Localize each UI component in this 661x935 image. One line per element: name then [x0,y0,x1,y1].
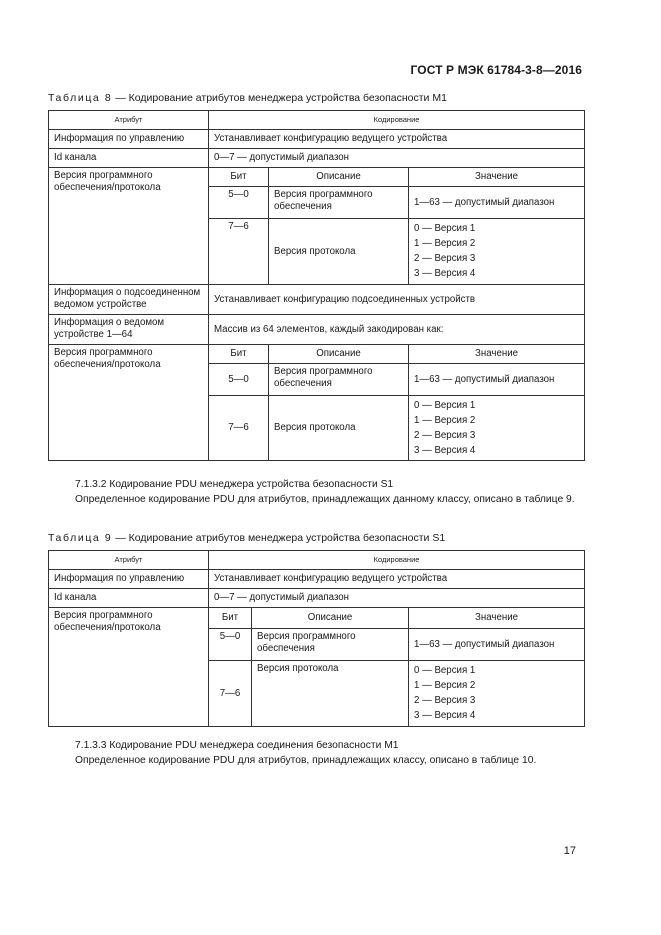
subheader-bit: Бит [209,168,269,187]
list-item: 1 — Версия 2 [414,680,476,691]
list-item: 3 — Версия 4 [414,268,476,279]
table-row [49,589,585,608]
table-row [49,315,585,345]
subheader-bit: Бит [209,345,269,364]
table8-caption-label: Таблица 8 [48,92,113,104]
bit-cell: 7—6 [209,219,269,285]
table8-caption [48,92,447,104]
subheader-desc: Описание [269,345,409,364]
table-row [49,149,585,168]
attr-cell: Id канала [49,149,209,168]
value-cell: Устанавливает конфигурацию ведущего устройства [209,130,585,149]
list-item: 3 — Версия 4 [414,445,476,456]
table-row [49,285,585,315]
bit-cell: 7—6 [209,661,252,727]
section-text: Определенное кодирование PDU для атрибутов, принадлежащих классу, описано в таблице 10. [75,755,537,766]
table-row [49,130,585,149]
list-item: 2 — Версия 3 [414,253,476,264]
table8-header-attr: Атрибут [49,111,209,130]
desc-cell: Версия программного обеспечения [269,187,409,219]
list-item: 1 — Версия 2 [414,238,476,249]
table9 [48,550,585,727]
list-item: 0 — Версия 1 [414,400,476,411]
table-row [49,168,585,187]
value-cell: 1—63 — допустимый диапазон [409,364,585,396]
value-cell: 0—7 — допустимый диапазон [209,149,585,168]
bit-cell: 5—0 [209,629,252,661]
list-item: 1 — Версия 2 [414,415,476,426]
list-item: 2 — Версия 3 [414,695,476,706]
desc-cell: Версия программного обеспечения [269,364,409,396]
value-list-cell [409,661,585,727]
attr-cell: Версия программного обеспечения/протокола [49,608,209,727]
value-cell: 1—63 — допустимый диапазон [409,629,585,661]
list-item: 3 — Версия 4 [414,710,476,721]
table9-caption-text: — Кодирование атрибутов менеджера устройства безопасности S1 [115,532,446,544]
attr-cell: Версия программного обеспечения/протокола [49,345,209,461]
table9-header-attr: Атрибут [49,551,209,570]
attr-cell: Информация о ведомом устройстве 1—64 [49,315,209,345]
subheader-value: Значение [409,608,585,629]
attr-cell: Информация по управлению [49,570,209,589]
attr-cell: Информация по управлению [49,130,209,149]
desc-cell: Версия программного обеспечения [252,629,409,661]
section-text: Определенное кодирование PDU для атрибутов, принадлежащих данному классу, описано в таблице 9. [75,494,575,505]
list-item: 2 — Версия 3 [414,430,476,441]
table-row [49,345,585,364]
table8-caption-text: — Кодирование атрибутов менеджера устройства безопасности M1 [115,92,447,104]
table9-caption [48,532,445,544]
list-item: 0 — Версия 1 [414,665,476,676]
attr-cell: Информация о подсоединенном ведомом устройстве [49,285,209,315]
table8 [48,110,585,461]
value-cell: Массив из 64 элементов, каждый закодирован как: [209,315,585,345]
subheader-value: Значение [409,345,585,364]
bit-cell: 7—6 [209,396,269,461]
subheader-desc: Описание [269,168,409,187]
value-list-cell [409,396,585,461]
attr-cell: Id канала [49,589,209,608]
value-list-cell [409,219,585,285]
table-row [49,570,585,589]
subheader-desc: Описание [252,608,409,629]
table-row [49,608,585,629]
desc-cell: Версия протокола [269,396,409,461]
bit-cell: 5—0 [209,187,269,219]
value-cell: 0—7 — допустимый диапазон [209,589,585,608]
section-heading: 7.1.3.2 Кодирование PDU менеджера устройства безопасности S1 [75,479,394,490]
section-heading: 7.1.3.3 Кодирование PDU менеджера соединения безопасности M1 [75,740,399,751]
page-number: 17 [563,845,576,857]
list-item: 0 — Версия 1 [414,223,476,234]
attr-cell: Версия программного обеспечения/протокола [49,168,209,285]
bit-cell: 5—0 [209,364,269,396]
value-cell: Устанавливает конфигурацию ведущего устройства [209,570,585,589]
table8-header-coding: Кодирование [209,111,585,130]
desc-cell: Версия протокола [269,219,409,285]
value-cell: 1—63 — допустимый диапазон [409,187,585,219]
table9-caption-label: Таблица 9 [48,532,113,544]
table9-header-coding: Кодирование [209,551,585,570]
subheader-value: Значение [409,168,585,187]
subheader-bit: Бит [209,608,252,629]
document-header: ГОСТ Р МЭК 61784-3-8—2016 [410,63,582,77]
value-cell: Устанавливает конфигурацию подсоединенных устройств [209,285,585,315]
desc-cell: Версия протокола [252,661,409,727]
